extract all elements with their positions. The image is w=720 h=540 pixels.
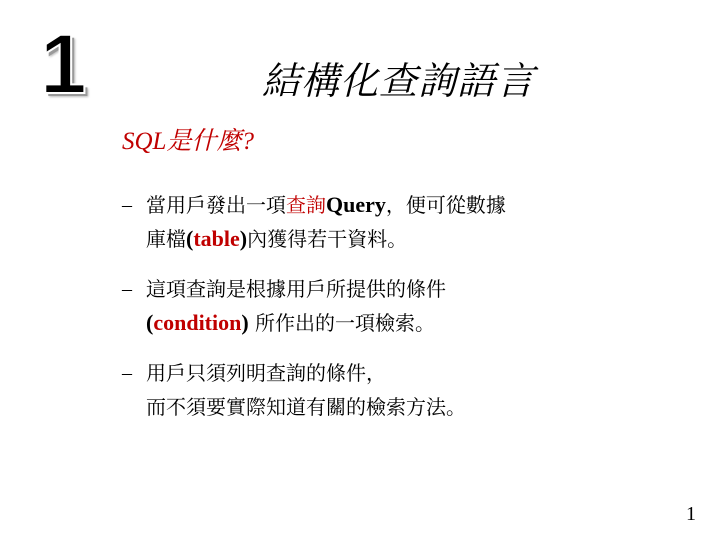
slide-subtitle: SQL是什麼? xyxy=(122,128,254,155)
highlight-term-table: table xyxy=(193,226,240,251)
bullet-text: 內獲得若干資料。 xyxy=(247,227,408,251)
bullet-line xyxy=(146,390,680,424)
bullet-line xyxy=(146,306,680,340)
bullet-item-condition xyxy=(120,272,680,340)
bullet-text: 庫檔 xyxy=(146,227,186,251)
bullet-text: ，便可從數據 xyxy=(385,193,506,217)
paren-close: ) xyxy=(239,226,248,251)
bullet-text: 所作出的一項檢索。 xyxy=(248,311,436,335)
bullet-list xyxy=(120,188,680,440)
slide-title: 結構化查詢語言 xyxy=(262,59,536,103)
bullet-line xyxy=(146,222,680,256)
page-number: 1 xyxy=(686,503,696,525)
highlight-term-condition: condition xyxy=(153,310,242,335)
paren-close: ) xyxy=(241,310,249,335)
bullet-line xyxy=(146,356,680,390)
paren-open: ( xyxy=(146,310,154,335)
bullet-line xyxy=(146,188,680,222)
bullet-text: 而不須要實際知道有關的檢索方法。 xyxy=(146,395,466,419)
bullet-text: 當用戶發出一項 xyxy=(146,193,286,217)
bullet-dash: – xyxy=(122,362,132,384)
bullet-dash: – xyxy=(122,278,132,300)
paren-open: ( xyxy=(186,226,194,251)
bullet-dash: – xyxy=(122,194,132,216)
bullet-text: 用戶只須列明查詢的條件， xyxy=(146,361,386,385)
bullet-item-method xyxy=(120,356,680,424)
bullet-text: 這項查詢是根據用戶所提供的條件 xyxy=(146,277,446,301)
bullet-item-query xyxy=(120,188,680,256)
slide-number-badge: 1 xyxy=(40,17,87,111)
bullet-line xyxy=(146,272,680,306)
highlight-term-query-zh: 查詢 xyxy=(286,193,326,217)
highlight-term-query-en: Query xyxy=(326,192,386,217)
